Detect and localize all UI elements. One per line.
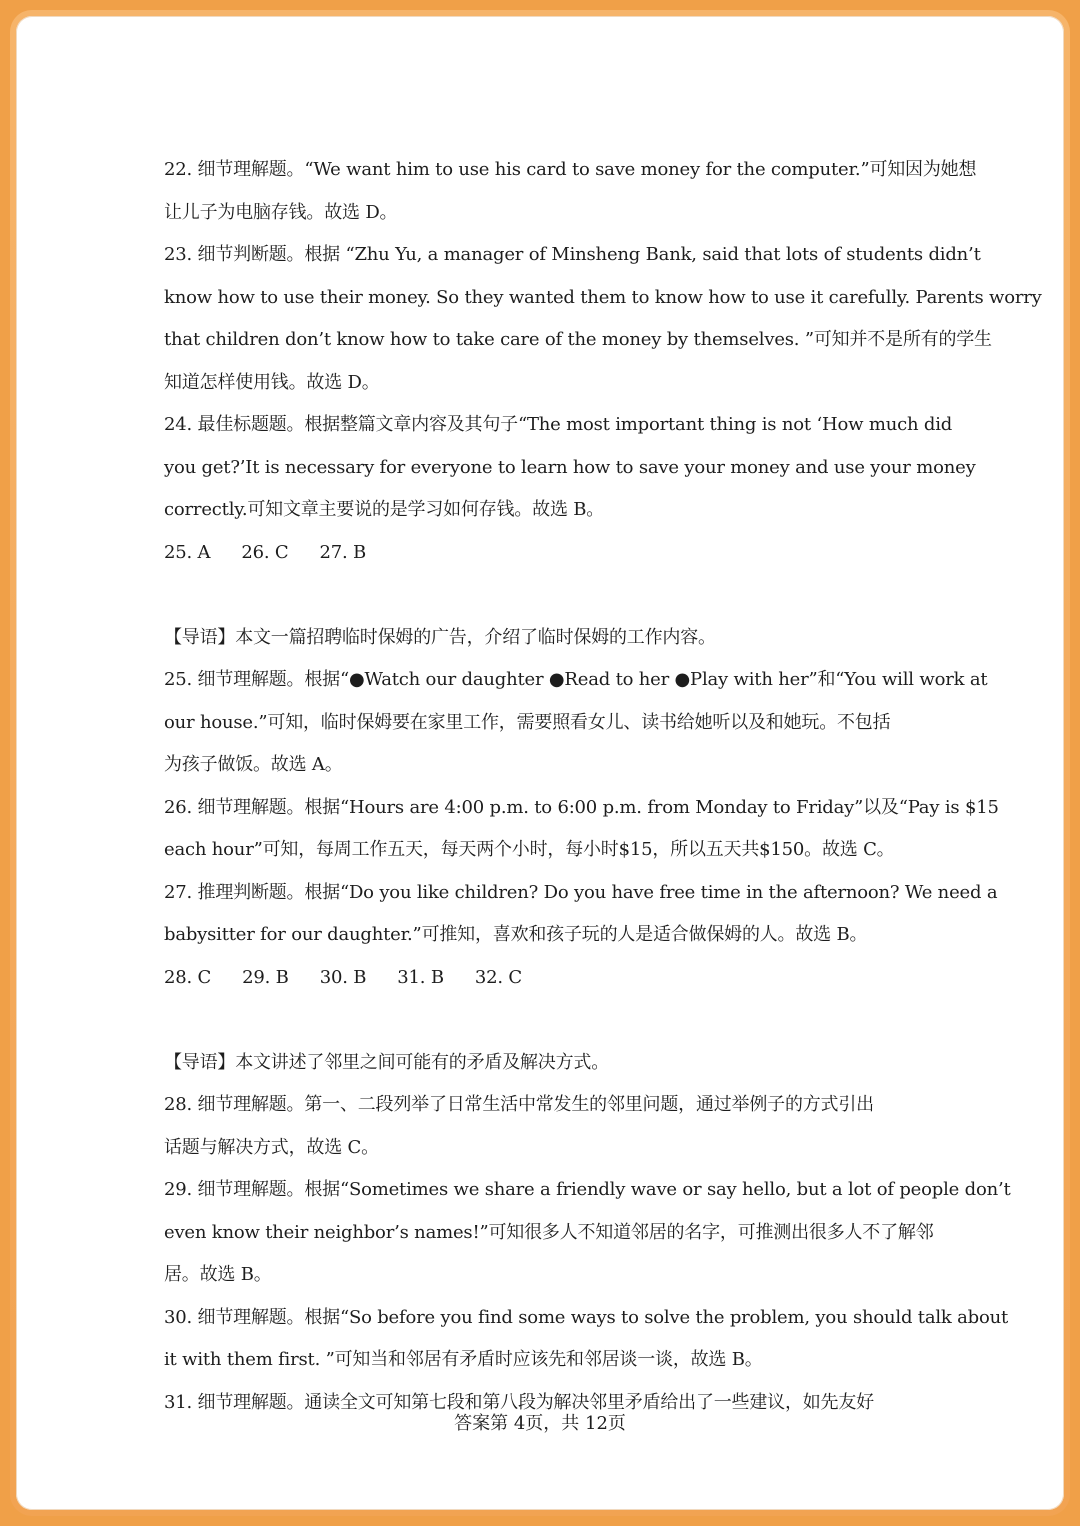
text-line: 29. 细节理解题。根据“Sometimes we share a friendly wave or say hello, but a lot of people don’t xyxy=(164,1179,1011,1200)
text-line: babysitter for our daughter.”可推知，喜欢和孩子玩的人是适合做保姆的人。故选 B。 xyxy=(164,924,868,945)
text-line: 让儿子为电脑存钱。故选 D。 xyxy=(164,201,398,223)
text-line: 28. 细节理解题。第一、二段列举了日常生活中常发生的邻里问题，通过举例子的方式引出 xyxy=(164,1094,874,1115)
text-line: 27. 推理判断题。根据“Do you like children? Do you have free time in the afternoon? We need a xyxy=(164,881,998,903)
text-line: correctly.可知文章主要说的是学习如何存钱。故选 B。 xyxy=(164,499,605,520)
text-line: that children don’t know how to take care of the money by themselves. ”可知并不是所有的学生 xyxy=(164,329,992,350)
text-line: our house.”可知，临时保姆要在家里工作，需要照看女儿、读书给她听以及和她玩。不包括 xyxy=(164,711,891,733)
answer-key: 28. C xyxy=(164,966,212,988)
text-line: it with them first. ”可知当和邻居有矛盾时应该先和邻居谈一谈，故选 B。 xyxy=(164,1349,763,1370)
section-intro: 【导语】本文讲述了邻里之间可能有的矛盾及解决方式。 xyxy=(164,1051,609,1073)
answer-key-row xyxy=(164,957,924,1000)
answer-content xyxy=(164,149,1042,1424)
text-line: 居。故选 B。 xyxy=(164,1264,272,1285)
section-intro: 【导语】本文一篇招聘临时保姆的广告，介绍了临时保姆的工作内容。 xyxy=(164,626,716,648)
text-line: 23. 细节判断题。根据 “Zhu Yu, a manager of Minsheng Bank, said that lots of students didn’t xyxy=(164,244,981,265)
text-line: each hour”可知，每周工作五天，每天两个小时，每小时$15，所以五天共$150。故选 C。 xyxy=(164,839,895,860)
text-line: even know their neighbor’s names!”可知很多人不知道邻居的名字，可推测出很多人不了解邻 xyxy=(164,1221,934,1243)
answer-key: 29. B xyxy=(242,966,289,988)
answer-key: 30. B xyxy=(319,966,367,988)
answer-key: 32. C xyxy=(474,966,522,988)
answer-key: 25. A xyxy=(164,541,211,563)
text-line: 22. 细节理解题。“We want him to use his card to save money for the computer.”可知因为她想 xyxy=(164,159,977,180)
text-line: you get?’It is necessary for everyone to learn how to save your money and use your money xyxy=(164,456,976,478)
text-line: know how to use their money. So they wanted them to know how to use it carefully. Parents worry xyxy=(164,286,1042,308)
section-spacer xyxy=(164,999,924,1042)
text-line: 知道怎样使用钱。故选 D。 xyxy=(164,371,380,393)
answer-key: 27. B xyxy=(319,541,367,563)
text-line: 26. 细节理解题。根据“Hours are 4:00 p.m. to 6:00 p.m. from Monday to Friday”以及“Pay is $15 xyxy=(164,796,999,818)
answer-key-row xyxy=(164,532,924,575)
text-line: 30. 细节理解题。根据“So before you find some ways to solve the problem, you should talk about xyxy=(164,1306,1009,1328)
page-footer: 答案第 4页，共 12页 xyxy=(454,1413,626,1434)
text-line: 为孩子做饭。故选 A。 xyxy=(164,754,343,775)
text-line: 25. 细节理解题。根据“●Watch our daughter ●Read to her ●Play with her”和“You will work at xyxy=(164,669,988,690)
answer-key: 31. B xyxy=(397,966,444,988)
text-line: 31. 细节理解题。通读全文可知第七段和第八段为解决邻里矛盾给出了一些建议，如先友好 xyxy=(164,1391,874,1413)
answer-key: 26. C xyxy=(241,541,289,563)
section-spacer xyxy=(164,574,924,617)
text-line: 24. 最佳标题题。根据整篇文章内容及其句子“The most important thing is not ‘How much did xyxy=(164,414,953,435)
text-line: 话题与解决方式，故选 C。 xyxy=(164,1136,379,1158)
document-page xyxy=(16,16,1064,1510)
